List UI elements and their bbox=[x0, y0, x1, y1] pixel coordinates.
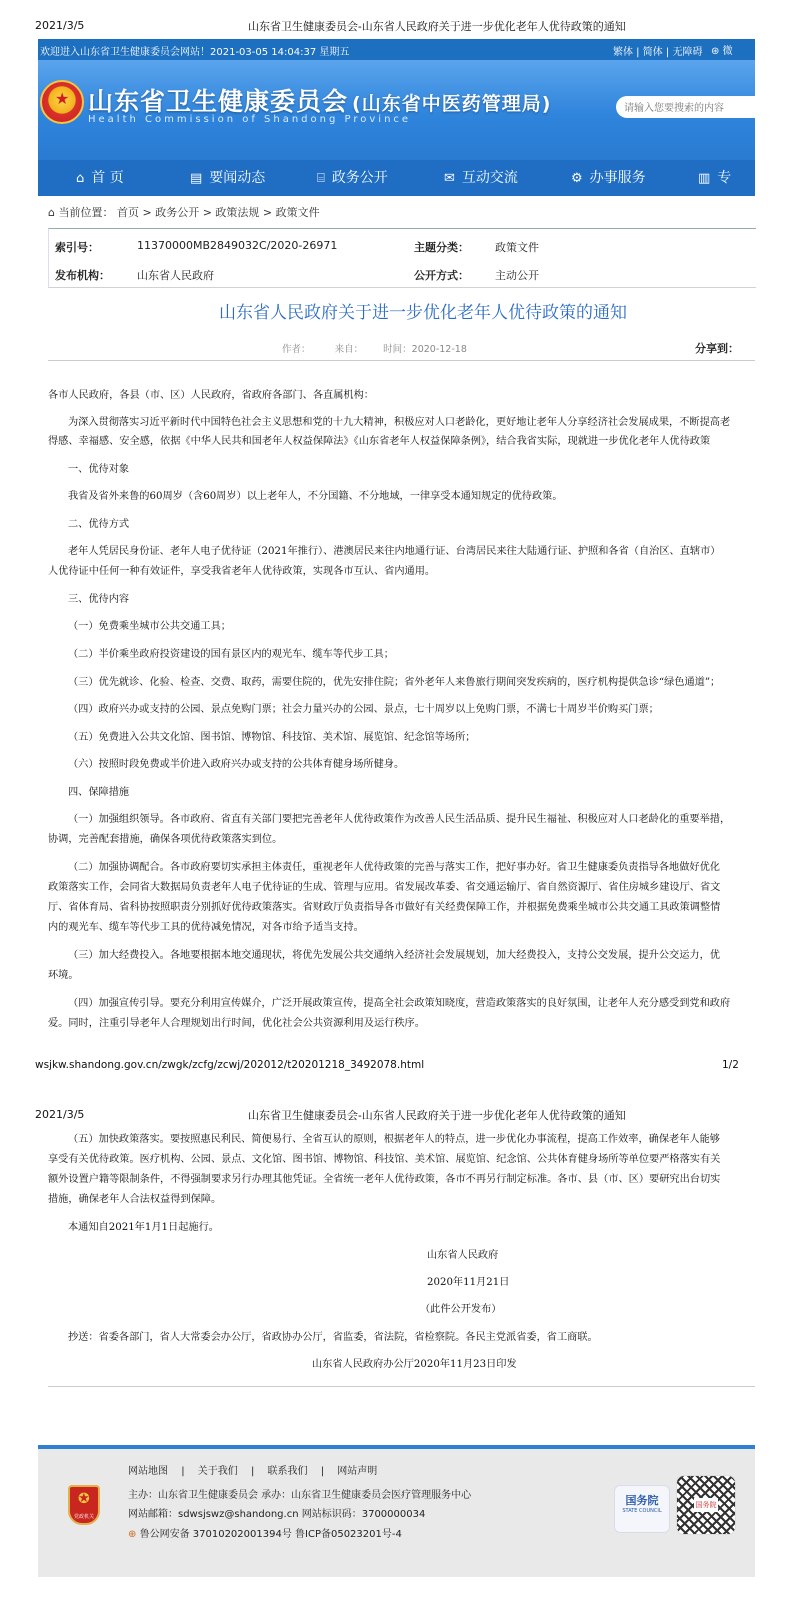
traditional-link[interactable]: 繁体 bbox=[613, 47, 633, 58]
nav-label: 要闻动态 bbox=[209, 170, 266, 186]
site-banner bbox=[38, 60, 755, 160]
body-paragraph: 政策落实工作，会同省大数据局负责老年人电子优待证的生成、管理与应用。省发展改革委、省交通运输厅、省自然资源厅、省住房城乡建设厅、省文 bbox=[48, 882, 721, 893]
gov-badge-label: 党政机关 bbox=[73, 1514, 94, 1520]
weibo-label: 微 bbox=[722, 46, 733, 57]
section-heading: 四、保障措施 bbox=[68, 787, 130, 798]
gear-icon: ⚙ bbox=[571, 171, 583, 186]
print-date: 2021/3/5 bbox=[35, 1108, 85, 1121]
author-label: 作者： bbox=[282, 344, 311, 355]
nav-home[interactable] bbox=[76, 160, 124, 196]
body-paragraph: 协调，完善配套措施，确保各项优待政策落实到位。 bbox=[48, 834, 283, 845]
simplified-link[interactable]: 简体 bbox=[642, 47, 663, 58]
issuer-label: 发布机构： bbox=[55, 269, 110, 282]
body-paragraph: 得感、幸福感、安全感，依据《中华人民共和国老年人权益保障法》《山东省老年人权益保障条例》，结合我省实际，现就进一步优化老年人优待政策 bbox=[48, 436, 711, 447]
nav-label: 首 页 bbox=[91, 170, 124, 186]
home-icon: ⌂ bbox=[76, 171, 85, 186]
nav-label: 专 bbox=[717, 170, 732, 186]
list-item: （四）政府兴办或支持的公园、景点免购门票；社会力量兴办的公园、景点，七十周岁以上免购门票，不满七十周岁半价购买门票； bbox=[68, 704, 659, 715]
body-paragraph: （四）加强宣传引导。要充分利用宣传媒介，广泛开展政策宣传，提高全社会政策知晓度，营造政策落实的良好氛围，让老年人充分感受到党和政府 bbox=[68, 998, 731, 1009]
footer-links: 网站地图 | 关于我们 | 联系我们 | 网站声明 bbox=[128, 1466, 378, 1477]
search-box[interactable] bbox=[616, 96, 755, 118]
publish-note: （此件公开发布） bbox=[420, 1304, 502, 1315]
nav-label: 互动交流 bbox=[461, 170, 518, 186]
section-heading: 二、优待方式 bbox=[68, 519, 130, 530]
mode-label: 公开方式： bbox=[414, 269, 469, 282]
home-icon: ⌂ bbox=[48, 206, 55, 219]
topic-label: 主题分类： bbox=[414, 241, 469, 254]
source-label: 来自： bbox=[334, 344, 364, 355]
print-title: 山东省卫生健康委员会-山东省人民政府关于进一步优化老年人优待政策的通知 bbox=[248, 20, 626, 33]
print-title: 山东省卫生健康委员会-山东省人民政府关于进一步优化老年人优待政策的通知 bbox=[248, 1109, 626, 1122]
divider bbox=[48, 1386, 755, 1387]
list-item: （二）半价乘坐政府投资建设的国有景区内的观光车、缆车等代步工具； bbox=[68, 649, 394, 660]
building-icon: ⌸ bbox=[317, 171, 325, 186]
nav-label: 政务公开 bbox=[331, 170, 388, 186]
nav-topics[interactable] bbox=[698, 160, 731, 196]
article-meta bbox=[282, 341, 467, 355]
signature-org: 山东省人民政府 bbox=[427, 1250, 499, 1261]
main-nav bbox=[38, 160, 755, 196]
search-input[interactable] bbox=[622, 98, 755, 120]
salutation: 各市人民政府，各县（市、区）人民政府，省政府各部门、各直属机构： bbox=[48, 390, 374, 401]
footer-email: 网站邮箱：sdwsjswz@shandong.cn 网站标识码：3700000034 bbox=[128, 1509, 426, 1520]
footer-link-statement[interactable]: 网站声明 bbox=[337, 1466, 378, 1477]
cc-line: 抄送：省委各部门，省人大常委会办公厅，省政协办公厅，省监委，省法院，省检察院。各民主党派省委，省工商联。 bbox=[68, 1332, 598, 1343]
language-switch: 繁体 | 简体 | 无障碍 bbox=[613, 47, 703, 58]
nav-news[interactable] bbox=[190, 160, 265, 196]
footer-link-about[interactable]: 关于我们 bbox=[197, 1466, 238, 1477]
breadcrumb: ⌂ 当前位置： 首页 > 政务公开 > 政策法规 > 政策文件 bbox=[48, 206, 320, 219]
footer-link-sitemap[interactable]: 网站地图 bbox=[128, 1466, 168, 1477]
nav-gov-affairs[interactable] bbox=[317, 160, 388, 196]
site-title-main: 山东省卫生健康委员会 bbox=[88, 87, 349, 116]
index-label: 索引号： bbox=[55, 241, 99, 254]
weibo-link[interactable] bbox=[711, 42, 733, 57]
meta-box bbox=[48, 228, 756, 288]
nav-interaction[interactable] bbox=[444, 160, 518, 196]
body-paragraph: 享受有关优待政策。医疗机构、公园、景点、文化馆、图书馆、博物馆、科技馆、美术馆、展览馆、纪念馆、公共体育健身场所等单位要严格落实有关 bbox=[48, 1154, 721, 1165]
body-paragraph: （三）加大经费投入。各地要根据本地交通现状，将优先发展公共交通纳入经济社会发展规划，加大经费投入，支持公交发展，提升公交运力，优 bbox=[68, 950, 720, 961]
qr-code-icon[interactable] bbox=[676, 1475, 736, 1535]
body-paragraph: 为深入贯彻落实习近平新时代中国特色社会主义思想和党的十九大精神，积极应对人口老龄化，更好地让老年人分享经济社会发展成果，不断提高老 bbox=[68, 417, 731, 428]
body-paragraph: 人优待证中任何一种有效证件，享受我省老年人优待政策，实现各市互认、省内通用。 bbox=[48, 566, 436, 577]
breadcrumb-item[interactable]: 首页 bbox=[116, 206, 139, 219]
body-paragraph: 爱。同时，注重引导老年人合理规划出行时间，优化社会公共资源利用及运行秩序。 bbox=[48, 1018, 425, 1029]
share-label[interactable]: 分享到： bbox=[695, 342, 739, 355]
body-paragraph: 额外设置户籍等限制条件，不得强制要求另行办理其他凭证。全省统一老年人优待政策，各市不再另行制定标准。各市、县（市、区）要研究出台切实 bbox=[48, 1174, 721, 1185]
site-title bbox=[88, 82, 551, 118]
state-council-icon[interactable] bbox=[614, 1485, 670, 1533]
publish-time: 时间：2020-12-18 bbox=[383, 344, 467, 355]
footer-icp-text[interactable]: 鲁公网安备 37010202001394号 鲁ICP备05023201号-4 bbox=[139, 1529, 402, 1540]
divider bbox=[48, 360, 755, 361]
body-paragraph: 厅、省体育局、省科协按照职责分别抓好优待政策落实。省财政厅负责指导各市做好有关经费保障工作，并根据免费乘坐城市公共交通工具政策调整情 bbox=[48, 902, 721, 913]
print-page-number: 1/2 bbox=[722, 1059, 739, 1071]
breadcrumb-prefix: 当前位置： bbox=[58, 206, 114, 219]
body-paragraph: 措施，确保老年人合法权益得到保障。 bbox=[48, 1194, 222, 1205]
article-title: 山东省人民政府关于进一步优化老年人优待政策的通知 bbox=[219, 303, 627, 323]
nav-services[interactable] bbox=[571, 160, 646, 196]
national-emblem-icon: ★ bbox=[40, 80, 84, 124]
nav-label: 办事服务 bbox=[589, 170, 646, 186]
topic-icon: ▥ bbox=[698, 171, 711, 186]
party-gov-badge-icon[interactable]: ✪ 党政机关 bbox=[68, 1485, 100, 1525]
list-item: （六）按照时段免费或半价进入政府兴办或支持的公共体育健身场所健身。 bbox=[68, 759, 405, 770]
list-item: （一）免费乘坐城市公共交通工具； bbox=[68, 621, 231, 632]
weibo-icon: ⊛ bbox=[711, 46, 720, 57]
chat-icon: ✉ bbox=[444, 171, 455, 186]
site-title-sub: (山东省中医药管理局) bbox=[352, 93, 552, 115]
section-heading: 三、优待内容 bbox=[68, 594, 130, 605]
site-english-name: Health Commission of Shandong Province bbox=[88, 114, 412, 125]
breadcrumb-item[interactable]: 政务公开 bbox=[155, 206, 200, 219]
state-council-en: STATE COUNCIL bbox=[622, 1508, 662, 1514]
police-badge-icon: ⊕ bbox=[128, 1529, 137, 1540]
body-paragraph: 我省及省外来鲁的60周岁（含60周岁）以上老年人，不分国籍、不分地域，一律享受本通知规定的优待政策。 bbox=[68, 491, 563, 502]
qr-label: 国务院 bbox=[694, 1498, 718, 1512]
effective-date: 本通知自2021年1月1日起施行。 bbox=[68, 1222, 219, 1233]
breadcrumb-item[interactable]: 政策文件 bbox=[275, 206, 320, 219]
index-value: 11370000MB2849032C/2020-26971 bbox=[137, 239, 338, 252]
mode-value: 主动公开 bbox=[495, 269, 539, 282]
top-bar bbox=[38, 39, 755, 60]
body-paragraph: （五）加快政策落实。要按照惠民利民、简便易行、全省互认的原则，根据老年人的特点，进一步优化办事流程，提高工作效率，确保老年人能够 bbox=[68, 1134, 720, 1145]
breadcrumb-item[interactable]: 政策法规 bbox=[215, 206, 260, 219]
printed-line: 山东省人民政府办公厅2020年11月23日印发 bbox=[312, 1359, 517, 1370]
print-date: 2021/3/5 bbox=[35, 19, 85, 32]
site-footer bbox=[38, 1445, 755, 1577]
list-item: （五）免费进入公共文化馆、图书馆、博物馆、科技馆、美术馆、展览馆、纪念馆等场所； bbox=[68, 732, 476, 743]
print-url: wsjkw.shandong.gov.cn/zwgk/zcfg/zcwj/202012/t20201218_3492078.html bbox=[35, 1059, 425, 1071]
state-council-label: 国务院 bbox=[625, 1494, 659, 1507]
footer-icp bbox=[128, 1525, 402, 1540]
body-paragraph: （二）加强协调配合。各市政府要切实承担主体责任，重视老年人优待政策的完善与落实工作，把好事办好。省卫生健康委负责指导各地做好优化 bbox=[68, 862, 720, 873]
footer-link-contact[interactable]: 联系我们 bbox=[267, 1466, 308, 1477]
accessible-link[interactable]: 无障碍 bbox=[672, 47, 703, 58]
list-item: （三）优先就诊、化验、检查、交费、取药，需要住院的，优先安排住院；省外老年人来鲁旅行期间突发疾病的，医疗机构提供急诊“绿色通道”； bbox=[68, 677, 721, 688]
body-paragraph: 内的观光车、缆车等代步工具的优待减免情况，对各市给予适当支持。 bbox=[48, 922, 364, 933]
footer-host: 主办：山东省卫生健康委员会 承办：山东省卫生健康委员会医疗管理服务中心 bbox=[128, 1490, 472, 1501]
body-paragraph: 老年人凭居民身份证、老年人电子优待证（2021年推行）、港澳居民来往内地通行证、台湾居民来往大陆通行证、护照和各省（自治区、直辖市） bbox=[68, 546, 721, 557]
welcome-text: 欢迎进入山东省卫生健康委员会网站！2021-03-05 14:04:37 星期五 bbox=[40, 47, 350, 58]
issuer-value: 山东省人民政府 bbox=[137, 269, 214, 282]
signature-date: 2020年11月21日 bbox=[427, 1277, 510, 1288]
topic-value: 政策文件 bbox=[495, 241, 539, 254]
news-icon: ▤ bbox=[190, 171, 203, 186]
body-paragraph: 环境。 bbox=[48, 970, 79, 981]
section-heading: 一、优待对象 bbox=[68, 464, 130, 475]
body-paragraph: （一）加强组织领导。各市政府、省直有关部门要把完善老年人优待政策作为改善人民生活品质、提升民生福祉、积极应对人口老龄化的重要举措， bbox=[68, 814, 731, 825]
